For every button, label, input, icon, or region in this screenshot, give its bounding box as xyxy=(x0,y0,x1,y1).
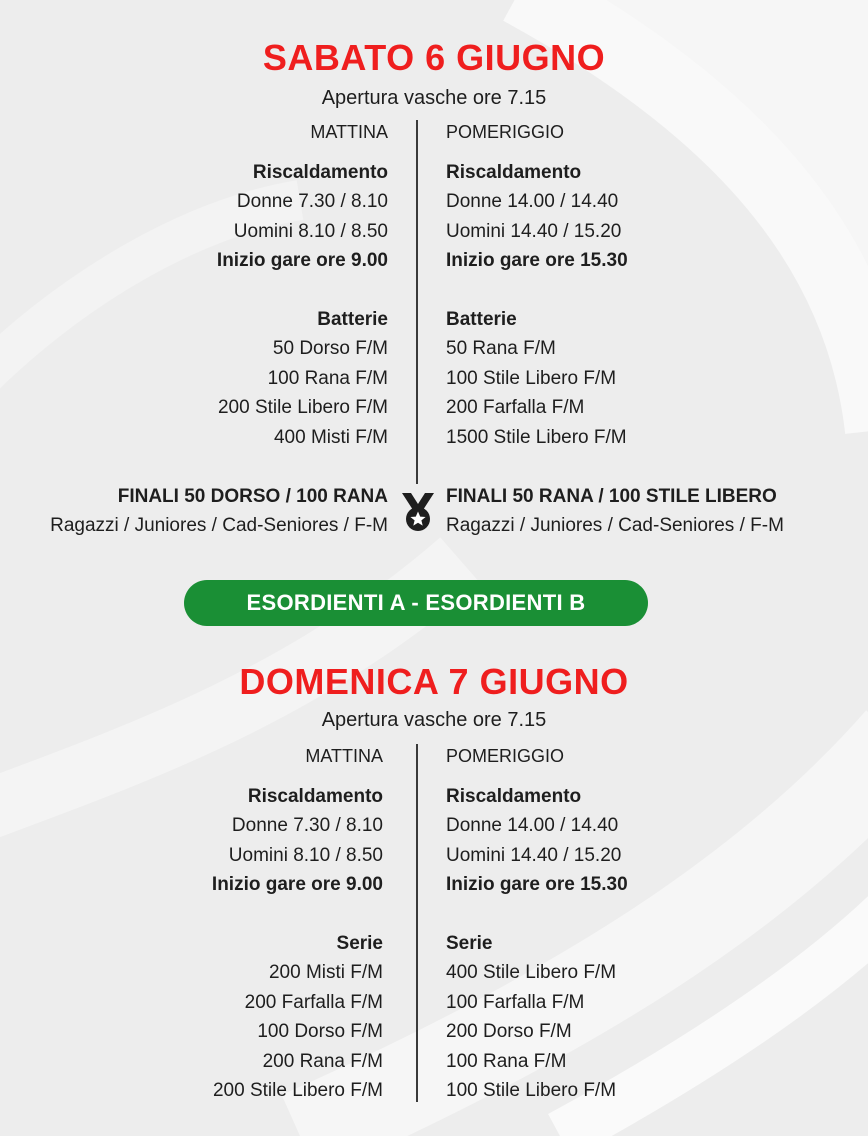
start-time: Inizio gare ore 15.30 xyxy=(446,874,628,896)
event-item: 200 Dorso F/M xyxy=(446,1021,572,1043)
finals-right xyxy=(446,482,784,540)
event-item: 100 Farfalla F/M xyxy=(446,991,585,1013)
session-header: POMERIGGIO xyxy=(446,746,565,766)
warmup-title: Riscaldamento xyxy=(247,786,383,807)
start-time: Inizio gare ore 15.30 xyxy=(446,250,628,272)
event-item: 200 Farfalla F/M xyxy=(446,397,585,419)
warmup-women: Donne 14.00 / 14.40 xyxy=(446,191,619,213)
event-item: 200 Misti F/M xyxy=(268,962,383,984)
warmup-title: Riscaldamento xyxy=(446,162,582,183)
event-item: 200 Farfalla F/M xyxy=(244,991,383,1013)
start-time: Inizio gare ore 9.00 xyxy=(216,250,388,272)
saturday-afternoon-column xyxy=(446,120,628,452)
start-time: Inizio gare ore 9.00 xyxy=(211,874,383,896)
day-title: DOMENICA 7 GIUGNO xyxy=(239,661,629,702)
event-item: 100 Rana F/M xyxy=(446,1050,567,1072)
medal-icon xyxy=(399,490,437,532)
opening-time: Apertura vasche ore 7.15 xyxy=(321,87,547,109)
opening-time: Apertura vasche ore 7.15 xyxy=(321,709,547,731)
event-item: 100 Rana F/M xyxy=(267,367,388,389)
event-item: 200 Stile Libero F/M xyxy=(217,397,388,419)
finals-categories: Ragazzi / Juniores / Cad-Seniores / F-M xyxy=(446,515,784,536)
section-title: Serie xyxy=(336,932,383,954)
section-title: Batterie xyxy=(317,308,388,330)
column-divider xyxy=(416,744,418,1102)
warmup-men: Uomini 14.40 / 15.20 xyxy=(446,220,622,242)
warmup-men: Uomini 14.40 / 15.20 xyxy=(446,844,622,866)
column-divider xyxy=(416,120,418,484)
finals-left xyxy=(50,482,388,540)
event-item: 50 Dorso F/M xyxy=(272,338,388,360)
finals-title: FINALI 50 DORSO / 100 RANA xyxy=(117,486,388,507)
event-item: 100 Stile Libero F/M xyxy=(446,367,617,389)
warmup-title: Riscaldamento xyxy=(252,162,388,183)
warmup-women: Donne 14.00 / 14.40 xyxy=(446,815,619,837)
session-header: MATTINA xyxy=(310,122,388,142)
day-title: SABATO 6 GIUGNO xyxy=(262,37,606,78)
section-title: Batterie xyxy=(446,308,517,330)
section-title: Serie xyxy=(446,932,493,954)
warmup-women: Donne 7.30 / 8.10 xyxy=(231,815,383,837)
warmup-women: Donne 7.30 / 8.10 xyxy=(236,191,388,213)
sunday-afternoon-column xyxy=(446,744,628,1105)
event-item: 100 Stile Libero F/M xyxy=(446,1079,617,1101)
event-item: 50 Rana F/M xyxy=(446,338,556,360)
event-item: 100 Dorso F/M xyxy=(257,1021,383,1043)
event-item: 200 Rana F/M xyxy=(262,1050,383,1072)
session-header: POMERIGGIO xyxy=(446,122,565,142)
sunday-morning-column xyxy=(212,744,383,1105)
warmup-title: Riscaldamento xyxy=(446,786,582,807)
event-item: 200 Stile Libero F/M xyxy=(212,1079,383,1101)
finals-title: FINALI 50 RANA / 100 STILE LIBERO xyxy=(446,486,777,507)
session-header: MATTINA xyxy=(305,746,383,766)
event-item: 1500 Stile Libero F/M xyxy=(446,426,627,448)
category-badge: ESORDIENTI A - ESORDIENTI B xyxy=(184,580,648,626)
finals-categories: Ragazzi / Juniores / Cad-Seniores / F-M xyxy=(50,515,388,536)
saturday-morning-column xyxy=(217,120,388,452)
event-item: 400 Stile Libero F/M xyxy=(446,962,617,984)
warmup-men: Uomini 8.10 / 8.50 xyxy=(233,220,388,242)
warmup-men: Uomini 8.10 / 8.50 xyxy=(228,844,383,866)
event-item: 400 Misti F/M xyxy=(273,426,388,448)
